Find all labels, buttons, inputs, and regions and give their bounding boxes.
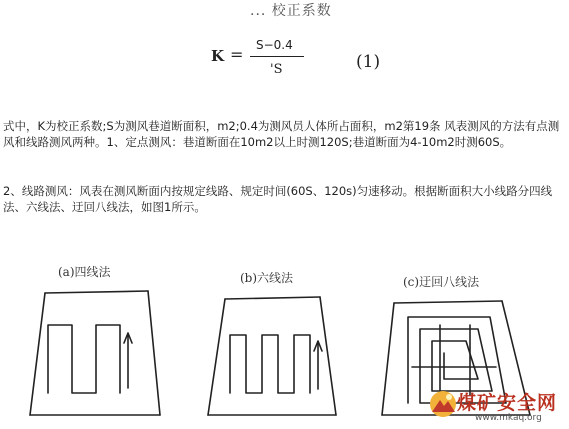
- formula-numerator: S−0.4: [256, 38, 293, 52]
- formula-equals: =: [230, 45, 244, 64]
- diagram-six-line: [208, 297, 336, 415]
- watermark-url: www.mkaq.org: [475, 413, 542, 423]
- figure-label-c: (c)迂回八线法: [403, 275, 480, 289]
- figure-label-a: (a)四线法: [58, 265, 111, 279]
- fraction-bar: [250, 56, 304, 57]
- figure-label-b: (b)六线法: [240, 271, 294, 285]
- formula: [0, 0, 569, 90]
- paragraph-1: 式中，K为校正系数;S为测风巷道断面积，m2;0.4为测风员人体所占面积，m2第19条 风表测风的方法有点测风和线路测风两种。1、定点测风：巷道断面在10m2以上时测120S;巷道断面为4-10m2时测60S。: [3, 119, 560, 149]
- logo-mountain-icon: [429, 390, 457, 418]
- paragraph-2: 2、线路测风：风表在测风断面内按规定线路、规定时间(60S、120s)匀速移动。根据断面积大小线路分四线法、六线法、迂回八线法，如图1所示。: [3, 184, 553, 214]
- formula-index: (1): [356, 52, 381, 72]
- formula-lhs: K: [211, 47, 225, 65]
- watermark: [427, 386, 569, 429]
- formula-cut-text: ... 校正系数: [250, 3, 332, 19]
- formula-denominator: 'S: [270, 62, 283, 77]
- diagram-four-line: [30, 291, 160, 415]
- watermark-text: 煤矿安全网: [457, 392, 558, 414]
